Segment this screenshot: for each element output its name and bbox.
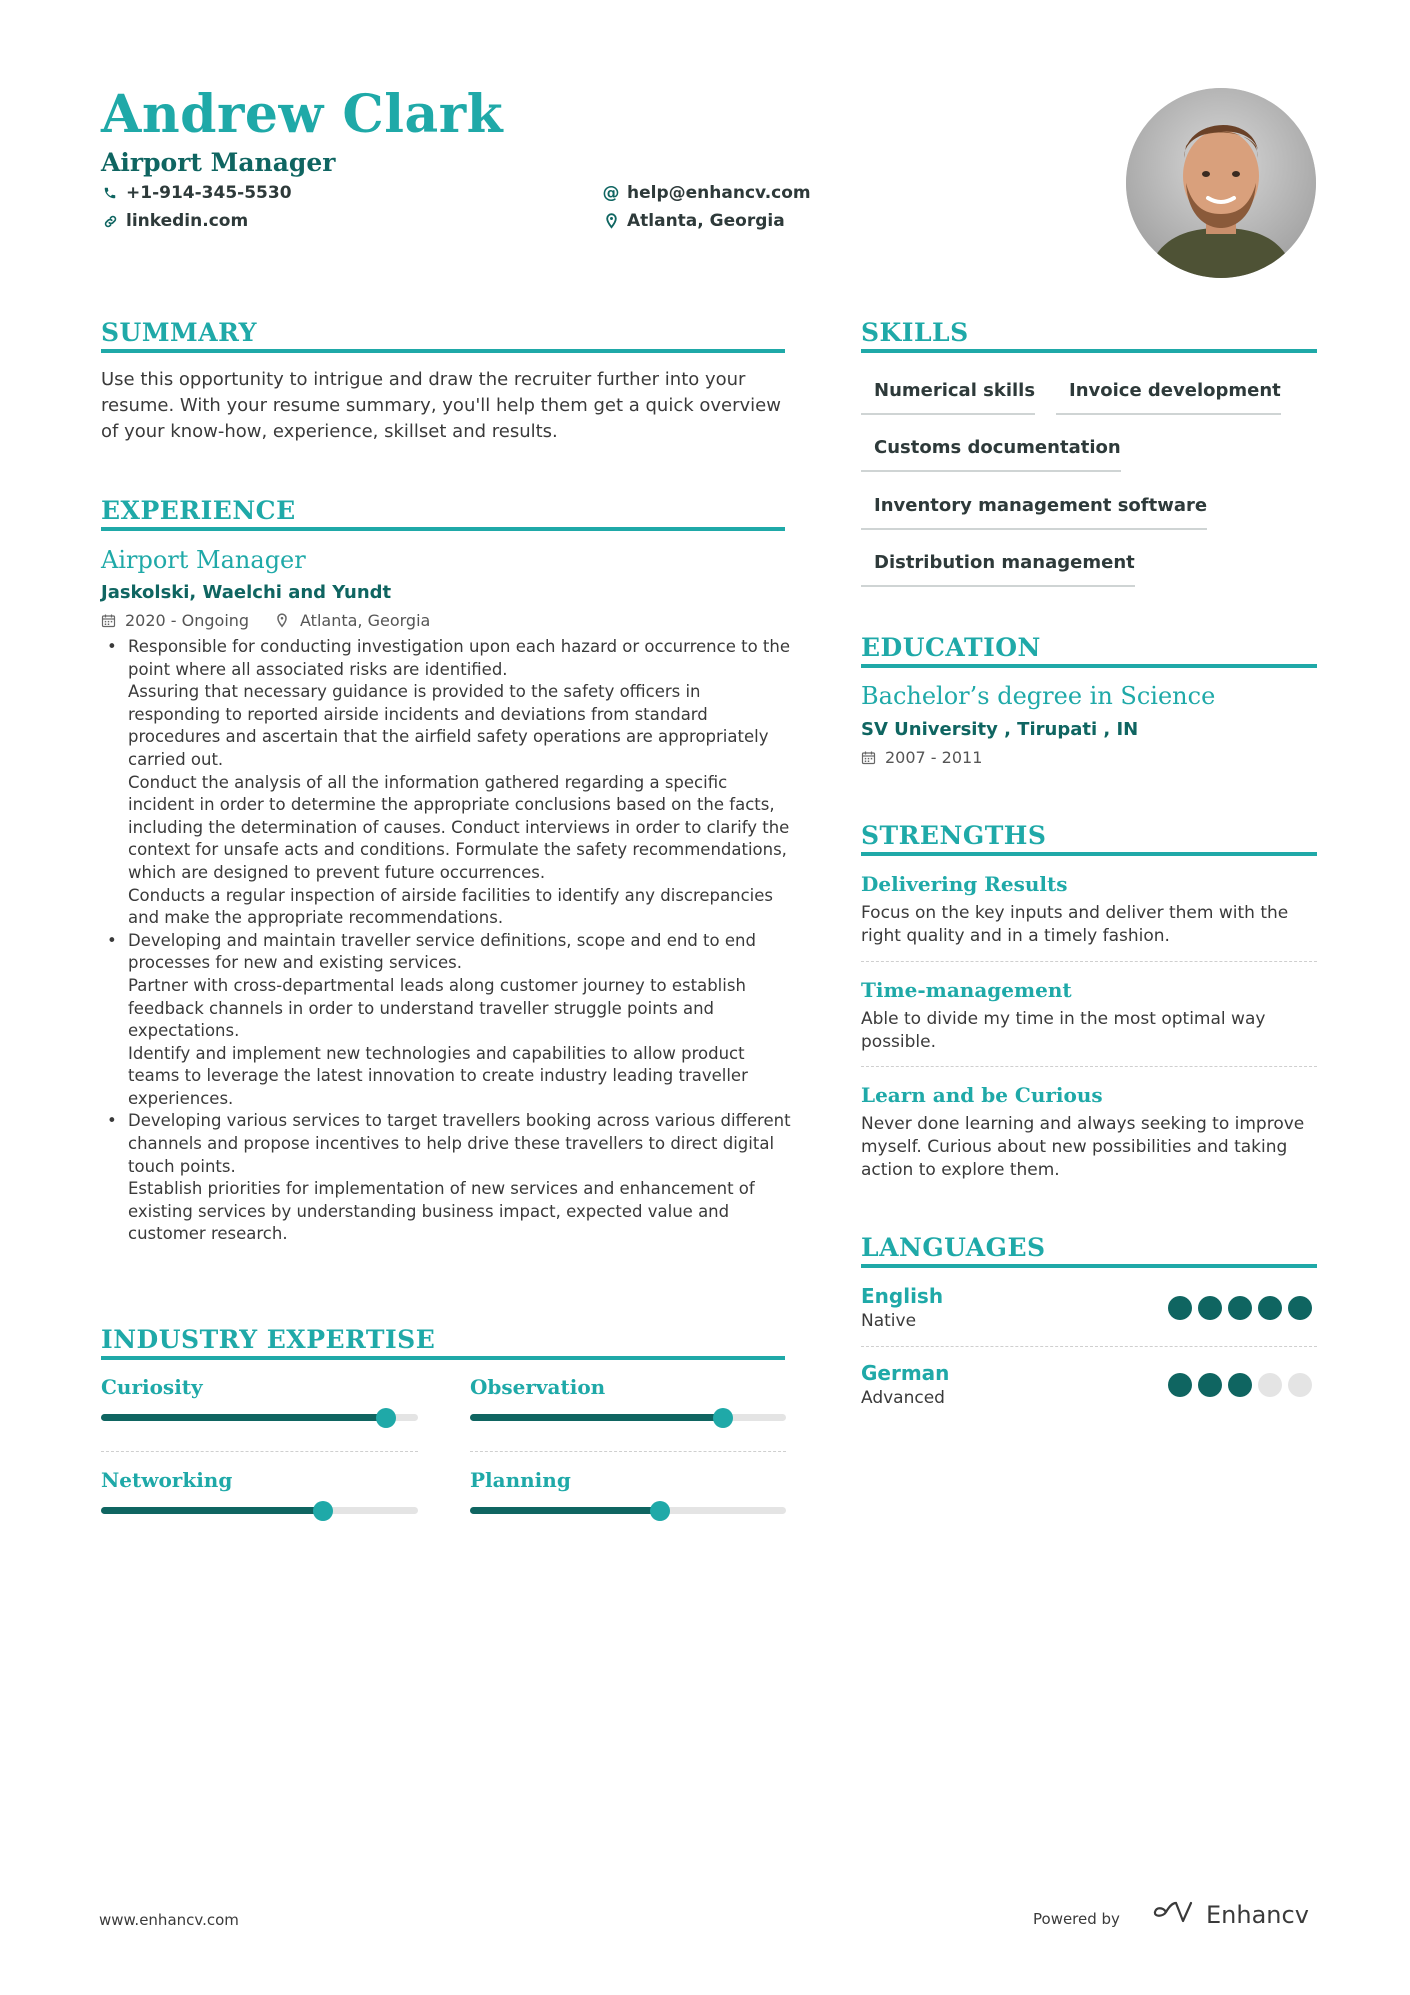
expertise-bar xyxy=(101,1507,418,1514)
education-dates xyxy=(861,748,982,767)
expertise-bar xyxy=(101,1414,418,1421)
language-dot xyxy=(1198,1296,1222,1320)
job-location-text: Atlanta, Georgia xyxy=(300,611,431,630)
job-dates xyxy=(101,611,249,630)
email-contact[interactable] xyxy=(602,183,811,203)
job-location xyxy=(276,611,430,630)
expertise-label: Observation xyxy=(470,1375,606,1399)
expertise-bar-knob xyxy=(713,1408,733,1428)
divider xyxy=(101,1451,418,1452)
job-bullet: • Responsible for conducting investigation upon each hazard or occurrence to the point where all associated risks are identified. Assuring that necessary guidance is provided to the safety officers in responding to reported airside incidents and deviations from standard procedures and ascertain that the airfield safety operations are appropriately carried out. Conduct the analysis of all the information gathered regarding a specific incident in order to determine the appropriate conclusions based on the facts, including the determination of causes. Conduct interviews in order to clarify the context for unsafe acts and conditions. Formulate the safety recommendations, which are designed to prevent future occurrences. Conducts a regular inspection of airside facilities to identify any discrepancies and make the appropriate recommendations. xyxy=(101,636,791,930)
expertise-bar-fill xyxy=(470,1414,723,1421)
expertise-rule xyxy=(101,1356,785,1360)
language-dot xyxy=(1258,1373,1282,1397)
location-pin-icon xyxy=(602,212,620,230)
job-dates-text: 2020 - Ongoing xyxy=(125,611,250,630)
skill-tag: Distribution management xyxy=(861,552,1135,587)
skills-heading: SKILLS xyxy=(861,318,969,347)
summary-rule xyxy=(101,349,785,353)
languages-heading: LANGUAGES xyxy=(861,1233,1046,1262)
job-title: Airport Manager xyxy=(101,546,306,574)
strengths-heading: STRENGTHS xyxy=(861,821,1047,850)
divider xyxy=(861,1346,1317,1347)
expertise-label: Curiosity xyxy=(101,1375,203,1399)
summary-heading: SUMMARY xyxy=(101,318,257,347)
experience-rule xyxy=(101,527,785,531)
phone-contact xyxy=(101,183,292,203)
language-level: Native xyxy=(861,1311,917,1331)
language-level: Advanced xyxy=(861,1388,945,1408)
strength-title: Time-management xyxy=(861,978,1072,1002)
expertise-bar xyxy=(470,1414,786,1421)
strength-desc: Able to divide my time in the most optimal way possible. xyxy=(861,1009,1266,1052)
strength-title: Learn and be Curious xyxy=(861,1083,1103,1107)
skill-tag: Customs documentation xyxy=(861,437,1121,472)
language-dot xyxy=(1168,1373,1192,1397)
education-heading: EDUCATION xyxy=(861,633,1041,662)
language-dot xyxy=(1288,1296,1312,1320)
language-dot xyxy=(1228,1296,1252,1320)
footer-website[interactable]: www.enhancv.com xyxy=(99,1911,239,1929)
language-dots xyxy=(1168,1296,1312,1320)
enhancv-logo-icon xyxy=(1152,1900,1198,1930)
location-contact xyxy=(602,211,785,231)
experience-heading: EXPERIENCE xyxy=(101,496,296,525)
email-text[interactable]: help@enhancv.com xyxy=(627,183,811,203)
language-name: English xyxy=(861,1284,944,1308)
strengths-rule xyxy=(861,852,1317,856)
education-school: SV University , Tirupati , IN xyxy=(861,719,1139,740)
language-dot xyxy=(1198,1373,1222,1397)
job-bullets xyxy=(101,636,791,1246)
candidate-name: Andrew Clark xyxy=(101,84,504,145)
language-name: German xyxy=(861,1361,950,1385)
expertise-heading: INDUSTRY EXPERTISE xyxy=(101,1325,436,1354)
language-dot xyxy=(1288,1373,1312,1397)
divider xyxy=(861,961,1317,962)
strength-desc: Never done learning and always seeking to improve myself. Curious about new possibilities and taking action to explore them. xyxy=(861,1114,1305,1180)
education-dates-text: 2007 - 2011 xyxy=(885,748,983,767)
expertise-label: Planning xyxy=(470,1468,571,1492)
profile-photo xyxy=(1126,88,1316,278)
expertise-bar xyxy=(470,1507,786,1514)
expertise-label: Networking xyxy=(101,1468,233,1492)
language-dot xyxy=(1258,1296,1282,1320)
strength-title: Delivering Results xyxy=(861,872,1068,896)
location-text: Atlanta, Georgia xyxy=(627,211,785,231)
footer-brand-text: Enhancv xyxy=(1206,1901,1309,1929)
linkedin-text[interactable]: linkedin.com xyxy=(126,211,249,231)
languages-rule xyxy=(861,1264,1317,1268)
divider xyxy=(861,1066,1317,1067)
link-icon xyxy=(101,212,119,230)
calendar-icon xyxy=(101,613,117,629)
divider xyxy=(470,1451,786,1452)
skill-tag: Invoice development xyxy=(1056,380,1281,415)
skills-rule xyxy=(861,349,1317,353)
expertise-bar-fill xyxy=(101,1414,386,1421)
language-dots xyxy=(1168,1373,1312,1397)
job-company: Jaskolski, Waelchi and Yundt xyxy=(101,582,392,603)
skill-tag: Numerical skills xyxy=(861,380,1035,415)
footer-powered-by: Powered by xyxy=(1033,1910,1120,1928)
strength-desc: Focus on the key inputs and deliver them with the right quality and in a timely fashion. xyxy=(861,903,1289,946)
phone-text: +1-914-345-5530 xyxy=(126,183,292,203)
job-bullet: • Developing and maintain traveller service definitions, scope and end to end processes for new and existing services. Partner with cross-departmental leads along customer journey to establish feedback channels in order to understand traveller struggle points and expectations. Identify and implement new technologies and capabilities to allow product teams to leverage the latest innovation to create industry leading traveller experiences. xyxy=(101,930,791,1111)
linkedin-contact[interactable] xyxy=(101,211,248,231)
calendar-icon xyxy=(861,750,877,766)
expertise-bar-knob xyxy=(650,1501,670,1521)
location-pin-icon xyxy=(276,613,292,629)
candidate-role: Airport Manager xyxy=(101,148,336,177)
summary-text: Use this opportunity to intrigue and draw the recruiter further into your resume. With your resume summary, you'll help them get a quick overview of your know-how, experience, skillset and results. xyxy=(101,369,781,442)
footer-brand[interactable] xyxy=(1152,1900,1309,1930)
language-dot xyxy=(1228,1373,1252,1397)
skill-tag: Inventory management software xyxy=(861,495,1207,530)
education-degree: Bachelor’s degree in Science xyxy=(861,682,1216,710)
expertise-bar-fill xyxy=(101,1507,323,1514)
at-icon: @ xyxy=(602,183,620,203)
expertise-bar-knob xyxy=(376,1408,396,1428)
expertise-bar-knob xyxy=(313,1501,333,1521)
phone-icon xyxy=(101,184,119,202)
expertise-bar-fill xyxy=(470,1507,660,1514)
job-bullet: • Developing various services to target travellers booking across various different channels and propose incentives to help drive these travellers to direct digital touch points. Establish priorities for implementation of new services and enhancement of existing services by understanding business impact, expected value and customer research. xyxy=(101,1110,791,1246)
language-dot xyxy=(1168,1296,1192,1320)
education-rule xyxy=(861,664,1317,668)
